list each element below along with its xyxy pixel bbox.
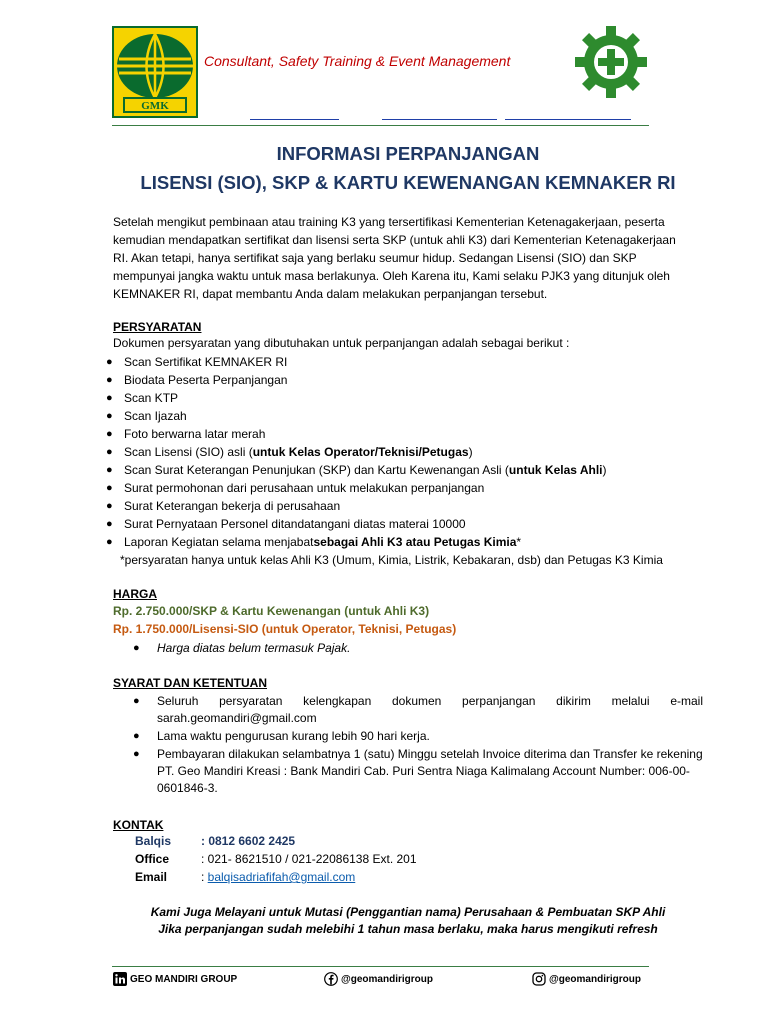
- list-item: ● Biodata Peserta Perpanjangan: [106, 373, 288, 387]
- linkedin-icon: [113, 972, 127, 986]
- bullet-icon: ●: [106, 356, 113, 368]
- footer-linkedin[interactable]: GEO MANDIRI GROUP: [113, 971, 237, 987]
- footer-instagram[interactable]: @geomandirigroup: [532, 971, 641, 987]
- gmk-logo-icon: [112, 26, 198, 118]
- kontak-office-label: Office: [135, 852, 170, 866]
- list-item: ● Lama waktu pengurusan kurang lebih 90 hari kerja.: [133, 729, 430, 743]
- kontak-heading: KONTAK: [113, 818, 164, 832]
- header-link-1[interactable]: [250, 119, 339, 120]
- harga-heading: HARGA: [113, 587, 157, 601]
- list-item: ● Scan KTP: [106, 391, 179, 405]
- header-link-3[interactable]: [505, 119, 631, 120]
- facebook-icon: [324, 972, 338, 986]
- list-item: ● Surat permohonan dari perusahaan untuk melakukan perpanjangan: [106, 481, 485, 495]
- kontak-name-label: Balqis: [135, 834, 172, 848]
- instagram-icon: [532, 972, 546, 986]
- email-link[interactable]: balqisadriafifah@gmail.com: [207, 870, 356, 884]
- bullet-icon: ●: [106, 518, 113, 530]
- list-item: ● Surat Pernyataan Personel ditandatangani diatas materai 10000: [106, 517, 466, 531]
- intro-paragraph: [113, 213, 703, 303]
- closing-line-2: Jika perpanjangan sudah melebihi 1 tahun masa berlaku, maka harus mengikuti refresh: [158, 922, 658, 936]
- intro-line: KEMNAKER RI, dapat membantu Anda dalam melakukan perpanjangan tersebut.: [113, 287, 548, 301]
- intro-line: mempunyai jangka waktu untuk masa berlakunya. Oleh Karena itu, Kami selaku PJK3 yang ditunjuk oleh: [113, 269, 670, 283]
- bullet-icon: ●: [106, 482, 113, 494]
- intro-line: Setelah mengikut pembinaan atau training K3 yang tersertifikasi Kementerian Ketenagakerjaan, peserta: [113, 215, 665, 229]
- list-item: ● Surat Keterangan bekerja di perusahaan: [106, 499, 341, 513]
- footer-facebook[interactable]: @geomandirigroup: [324, 971, 433, 987]
- bullet-icon: ●: [106, 374, 113, 386]
- list-item: ● Seluruh persyaratan kelengkapan dokumen perpanjangan dikirim melalui e-mail sarah.geomandiri@gmail.com: [133, 694, 703, 725]
- harga-note: ● Harga diatas belum termasuk Pajak.: [133, 641, 351, 655]
- bullet-icon: ●: [106, 410, 113, 422]
- kontak-email: : balqisadriafifah@gmail.com: [201, 870, 356, 884]
- bullet-icon: ●: [133, 748, 140, 760]
- bullet-icon: ●: [106, 536, 113, 548]
- bullet-icon: ●: [106, 446, 113, 458]
- page-title-line-1: INFORMASI PERPANJANGAN: [276, 143, 540, 164]
- list-item: ● Foto berwarna latar merah: [106, 427, 266, 441]
- bullet-icon: ●: [106, 428, 113, 440]
- header-divider: [112, 125, 649, 126]
- bullet-icon: ●: [133, 730, 140, 742]
- persyaratan-intro: Dokumen persyaratan yang dibutuhakan untuk perpanjangan adalah sebagai berikut :: [113, 336, 570, 350]
- bullet-icon: ●: [133, 695, 140, 707]
- list-item: ● Scan Sertifikat KEMNAKER RI: [106, 355, 288, 369]
- intro-line: RI. Akan tetapi, hanya sertifikat saja yang berlaku seumur hidup. Sedangan Lisensi (SIO) dan SKP: [113, 251, 637, 265]
- closing-line-1: Kami Juga Melayani untuk Mutasi (Penggantian nama) Perusahaan & Pembuatan SKP Ahli: [150, 905, 666, 919]
- list-item: ● Scan Lisensi (SIO) asli ( untuk Kelas Operator/Teknisi/Petugas ): [106, 445, 473, 459]
- bullet-icon: ●: [106, 464, 113, 476]
- header-link-2[interactable]: [382, 119, 497, 120]
- page-title-line-2: LISENSI (SIO), SKP & KARTU KEWENANGAN KEMNAKER RI: [140, 172, 676, 193]
- kontak-phone: : 0812 6602 2425: [201, 834, 296, 848]
- logo-text: GMK: [141, 100, 169, 112]
- list-item: ● Scan Ijazah: [106, 409, 187, 423]
- bullet-icon: ●: [106, 500, 113, 512]
- intro-line: kemudian mendapatkan sertifikat dan lisensi serta SKP (untuk ahli K3) dari Kementerian Ketenagakerjaan: [113, 233, 676, 247]
- gear-cross-icon: [573, 24, 649, 100]
- footer-divider: [112, 966, 649, 967]
- list-item: ● Scan Surat Keterangan Penunjukan (SKP) dan Kartu Kewenangan Asli ( untuk Kelas Ahli ): [106, 463, 607, 477]
- persyaratan-heading: PERSYARATAN: [113, 320, 202, 334]
- kontak-office: : 021- 8621510 / 021-22086138 Ext. 201: [201, 852, 417, 866]
- syarat-heading: SYARAT DAN KETENTUAN: [113, 676, 268, 690]
- kontak-email-label: Email: [135, 870, 168, 884]
- bullet-icon: ●: [133, 642, 140, 654]
- price-ahli: Rp. 2.750.000/SKP & Kartu Kewenangan (untuk Ahli K3): [113, 604, 430, 618]
- bullet-icon: ●: [106, 392, 113, 404]
- tagline: Consultant, Safety Training & Event Management: [204, 53, 511, 69]
- list-item: ● Laporan Kegiatan selama menjabat sebagai Ahli K3 atau Petugas Kimia *: [106, 535, 522, 549]
- price-operator: Rp. 1.750.000/Lisensi-SIO (untuk Operator, Teknisi, Petugas): [113, 622, 457, 636]
- persyaratan-note: *persyaratan hanya untuk kelas Ahli K3 (Umum, Kimia, Listrik, Kebakaran, dsb) dan Petugas K3 Kimia: [120, 553, 663, 567]
- list-item: ● Pembayaran dilakukan selambatnya 1 (satu) Minggu setelah Invoice diterima dan Transfer ke rekening PT. Geo Mandiri Kreasi : Bank Mandiri Cab. Puri Sentra Niaga Kalimalang Account Number: 006-00-0601846-3.: [133, 747, 703, 795]
